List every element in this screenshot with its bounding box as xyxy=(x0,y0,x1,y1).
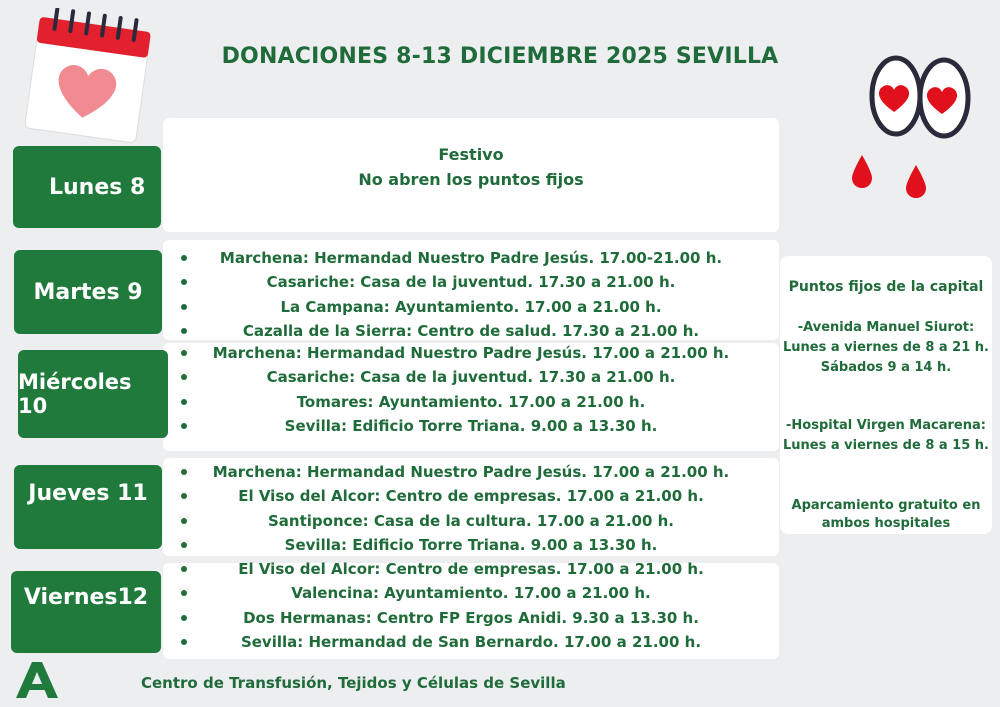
event-list xyxy=(183,246,759,343)
list-item: Valencina: Ayuntamiento. 17.00 a 21.00 h. xyxy=(183,581,759,605)
list-item: Marchena: Hermandad Nuestro Padre Jesús. 17.00 a 21.00 h. xyxy=(183,460,759,484)
macarena-hours: Lunes a viernes de 8 a 15 h. xyxy=(783,438,989,453)
wednesday-card xyxy=(163,343,779,451)
day-label-tuesday: Martes 9 xyxy=(14,250,162,334)
siurot-hours-saturday: Sábados 9 a 14 h. xyxy=(820,360,952,375)
macarena-name: -Hospital Virgen Macarena: xyxy=(786,418,986,433)
event-list xyxy=(183,557,759,654)
holiday-note: No abren los puntos fijos xyxy=(358,170,584,189)
footer-organization: Centro de Transfusión, Tejidos y Células de Sevilla xyxy=(141,674,566,692)
holiday-label: Festivo xyxy=(438,145,504,164)
event-list xyxy=(183,341,759,438)
list-item: Casariche: Casa de la juventud. 17.30 a 21.00 h. xyxy=(183,270,759,294)
parking-note: Aparcamiento gratuito en xyxy=(791,498,981,513)
list-item: Tomares: Ayuntamiento. 17.00 a 21.00 h. xyxy=(183,390,759,414)
heart-eyes-icon xyxy=(866,54,978,140)
list-item: Marchena: Hermandad Nuestro Padre Jesús. 17.00-21.00 h. xyxy=(183,246,759,270)
thursday-card xyxy=(163,458,779,556)
list-item: Santiponce: Casa de la cultura. 17.00 a 21.00 h. xyxy=(183,509,759,533)
list-item: Cazalla de la Sierra: Centro de salud. 17.30 a 21.00 h. xyxy=(183,319,759,343)
parking-note-2: ambos hospitales xyxy=(821,516,951,531)
monday-card xyxy=(163,118,779,232)
day-label-monday: Lunes 8 xyxy=(13,146,161,228)
blood-drop-icon xyxy=(850,154,874,190)
list-item: La Campana: Ayuntamiento. 17.00 a 21.00 h. xyxy=(183,295,759,319)
page-title: DONACIONES 8-13 DICIEMBRE 2025 SEVILLA xyxy=(221,44,779,69)
day-label-wednesday: Miércoles 10 xyxy=(18,350,168,438)
junta-andalucia-logo xyxy=(14,660,60,700)
fixed-points-heading: Puntos fijos de la capital xyxy=(788,279,984,295)
calendar-heart-icon xyxy=(18,8,158,148)
list-item: Casariche: Casa de la juventud. 17.30 a 21.00 h. xyxy=(183,365,759,389)
fixed-points-panel xyxy=(780,256,992,534)
list-item: Marchena: Hermandad Nuestro Padre Jesús. 17.00 a 21.00 h. xyxy=(183,341,759,365)
list-item: Dos Hermanas: Centro FP Ergos Anidi. 9.30 a 13.30 h. xyxy=(183,606,759,630)
list-item: Sevilla: Edificio Torre Triana. 9.00 a 13.30 h. xyxy=(183,414,759,438)
list-item: El Viso del Alcor: Centro de empresas. 17.00 a 21.00 h. xyxy=(183,484,759,508)
siurot-hours-weekday: Lunes a viernes de 8 a 21 h. xyxy=(783,340,989,355)
blood-drop-icon xyxy=(904,164,928,200)
list-item: Sevilla: Hermandad de San Bernardo. 17.00 a 21.00 h. xyxy=(183,630,759,654)
list-item: El Viso del Alcor: Centro de empresas. 17.00 a 21.00 h. xyxy=(183,557,759,581)
siurot-name: -Avenida Manuel Siurot: xyxy=(797,320,975,335)
event-list xyxy=(183,460,759,557)
day-label-thursday: Jueves 11 xyxy=(14,465,162,549)
tuesday-card xyxy=(163,240,779,340)
friday-card xyxy=(163,560,779,659)
day-label-friday: Viernes12 xyxy=(11,571,161,653)
list-item: Sevilla: Edificio Torre Triana. 9.00 a 13.30 h. xyxy=(183,533,759,557)
